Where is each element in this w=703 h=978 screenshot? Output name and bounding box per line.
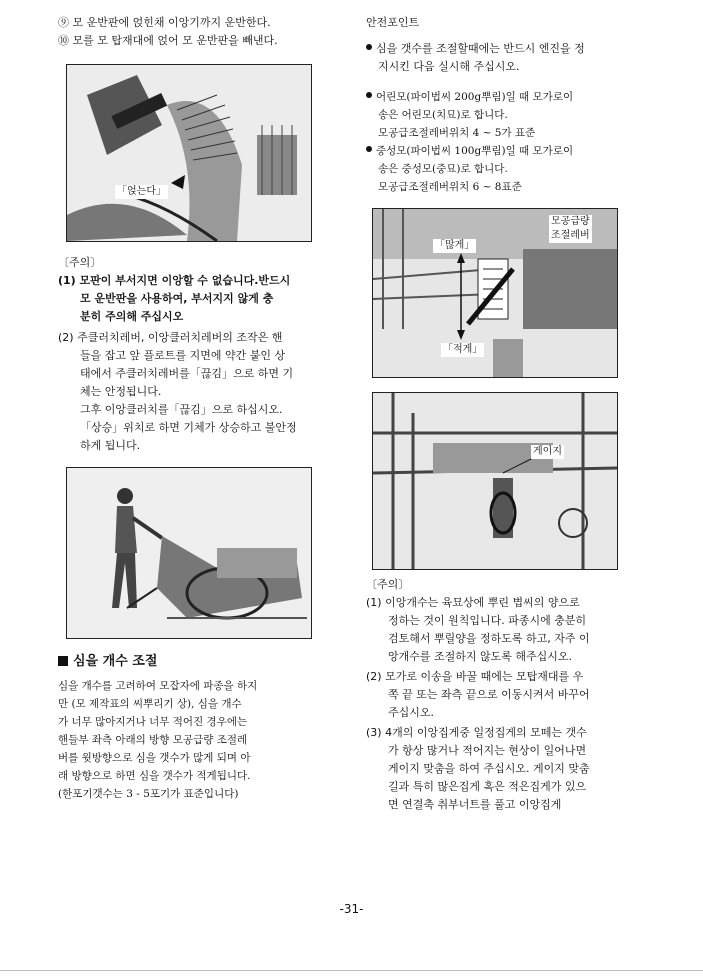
- photo1-callout: 「얹는다」: [117, 186, 166, 197]
- page-number: -31-: [339, 902, 364, 916]
- right-caution-1a: (1) 이앙개수는 육묘상에 뿌린 볍씨의 양으로: [366, 596, 580, 609]
- right-caution-3d: 길과 특히 많은집게 혹은 적은집게가 있으: [388, 780, 587, 793]
- right-caution-2b: 쪽 끝 또는 좌측 끝으로 이동시켜서 바꾸어: [388, 688, 590, 701]
- seedling-medium-2: 송은 중성모(중묘)로 합니다.: [378, 163, 508, 175]
- section-body-2: 만 (모 제작표의 씨뿌리기 상), 심을 개수: [58, 698, 242, 710]
- lever-label-top: 모공급량: [551, 216, 590, 227]
- photo-lever: [372, 208, 618, 378]
- lever-more-label: 「많게」: [435, 240, 475, 251]
- left-column: [58, 14, 350, 803]
- left-caution-1b: 모 운반판을 사용하여, 부서지지 않게 충: [80, 292, 274, 305]
- right-caution-1b: 정하는 것이 원칙입니다. 파종시에 충분히: [388, 614, 587, 627]
- step-10: ⑩ 모를 모 탑재대에 얹어 모 운반판을 빼낸다.: [58, 34, 278, 47]
- right-caution-3c: 게이지 맞춤을 하여 주십시오. 게이지 맞춤: [388, 762, 590, 775]
- right-caution-title: 〔주의〕: [366, 578, 410, 591]
- safety-point-1-text: 심을 갯수를 조절할때에는 반드시 엔진을 정: [376, 42, 585, 55]
- lever-label-bottom: 조절레버: [551, 230, 590, 241]
- safety-title: 안전포인트: [366, 16, 420, 29]
- bottom-rule: [0, 970, 703, 971]
- section-body-1: 심을 개수를 고려하여 모잡자에 파종을 하지: [58, 680, 258, 692]
- seedling-medium-1: [366, 142, 646, 160]
- left-caution-2g: 하게 됩니다.: [80, 439, 141, 452]
- right-caution-1d: 앙개수를 조절하지 않도록 해주십시오.: [388, 650, 573, 663]
- square-bullet-icon: [58, 656, 68, 666]
- section-body-6: 래 방향으로 하면 심을 갯수가 적게됩니다.: [58, 770, 251, 782]
- seedling-young-1-text: 어린모(파이법씨 200g뿌림)일 때 모가로이: [376, 91, 574, 103]
- left-caution-2b: 들을 잡고 앞 플로트를 지면에 약간 붙인 상: [80, 349, 286, 362]
- bullet-icon: [366, 92, 372, 98]
- seedling-medium-1-text: 중성모(파이법씨 100g뿌림)일 때 모가로이: [376, 145, 574, 157]
- gauge-label: 게이지: [533, 446, 562, 457]
- left-caution-2f: 「상승」위치로 하면 기체가 상승하고 불안정: [80, 421, 297, 434]
- step-9: ⑨ 모 운반판에 얹힌채 이앙기까지 운반한다.: [58, 16, 271, 29]
- right-caution-2a: (2) 모가로 이송을 바꿀 때에는 모탑재대를 우: [366, 670, 584, 683]
- left-caution-2d: 체는 안정됩니다.: [80, 385, 162, 398]
- photo-loading-seedlings: [66, 64, 312, 242]
- right-column: [366, 14, 646, 814]
- photo-loading-illustration: [67, 65, 311, 241]
- section-title-text: 심을 개수 조절: [73, 654, 158, 669]
- right-caution-2c: 주십시오.: [388, 706, 435, 719]
- bullet-icon: [366, 146, 372, 152]
- left-caution-2e: 그후 이앙클러치를「끊김」으로 하십시오.: [80, 403, 283, 416]
- bullet-icon: [366, 44, 372, 50]
- section-body-3: 가 너무 많아지거나 너무 적어진 경우에는: [58, 716, 248, 728]
- photo-operator: [66, 467, 312, 639]
- left-caution-2a: (2) 주클러치레버, 이앙클러치레버의 조작은 핸: [58, 331, 283, 344]
- photo-operator-illustration: [67, 468, 311, 638]
- seedling-young-3: 모공급조절레버위치 4 ~ 5가 표준: [378, 127, 536, 139]
- seedling-young-2: 송은 어린모(치묘)로 합니다.: [378, 109, 508, 121]
- left-caution-1a: (1) 모판이 부서지면 이앙할 수 없습니다.반드시: [58, 274, 291, 287]
- section-body-4: 핸들부 좌측 아래의 방향 모공급량 조절레: [58, 734, 248, 746]
- right-caution-3b: 가 항상 많거나 적어지는 현상이 일어나면: [388, 744, 587, 757]
- lever-less-label: 「적게」: [443, 344, 483, 355]
- safety-point-2: 지시킨 다음 실시해 주십시오.: [378, 60, 520, 73]
- section-body-5: 버를 윗방향으로 심을 갯수가 많게 되며 아: [58, 752, 251, 764]
- right-caution-1c: 검토해서 뿌릴양을 정하도록 하고, 자주 이: [388, 632, 590, 645]
- section-title: [58, 653, 350, 671]
- photo-gauge-illustration: [373, 393, 617, 569]
- seedling-medium-3: 모공급조절레버위치 6 ~ 8표준: [378, 181, 522, 193]
- left-caution-2c: 태에서 주클러치레버를「끊김」으로 하면 기: [80, 367, 294, 380]
- left-caution-1c: 분히 주의해 주십시오: [80, 310, 184, 323]
- section-body-7: (한포기갯수는 3 - 5포기가 표준입니다): [58, 788, 239, 800]
- right-caution-3e: 면 연결축 취부너트를 풀고 이앙집게: [388, 798, 562, 811]
- seedling-young-1: [366, 88, 646, 106]
- right-caution-3a: (3) 4개의 이앙집게중 일정집게의 모떼는 갯수: [366, 726, 587, 739]
- photo-gauge: [372, 392, 618, 570]
- safety-point-1: [366, 40, 646, 58]
- left-caution-title: 〔주의〕: [58, 256, 102, 269]
